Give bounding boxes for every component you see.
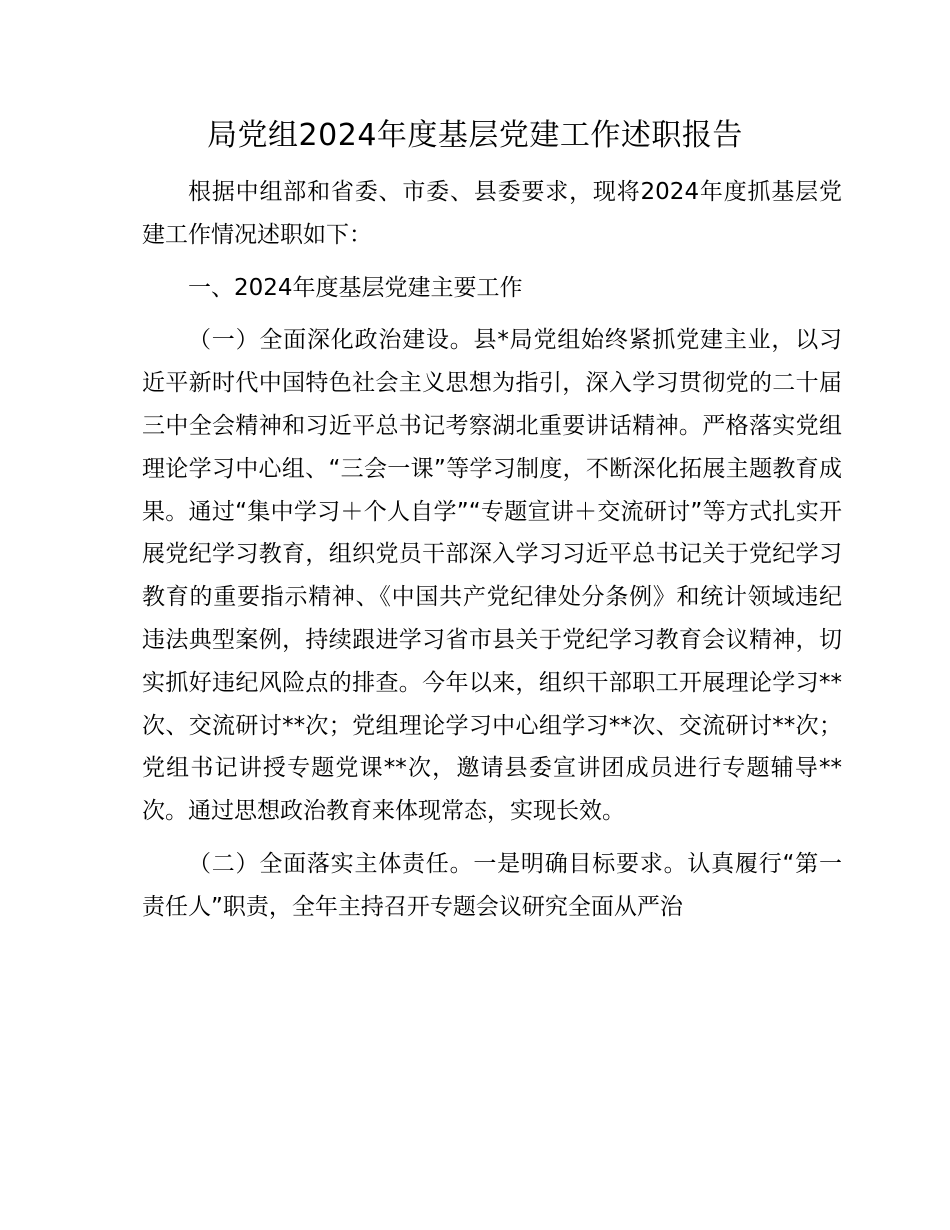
- paragraph-main-responsibility: （二）全面落实主体责任。一是明确目标要求。认真履行“第一责任人”职责，全年主持召开专题会议研究全面从严治: [142, 850, 842, 920]
- paragraph-gap: [142, 833, 842, 843]
- section-heading: 一、2024年度基层党建主要工作: [188, 274, 523, 301]
- paragraph-political-construction: （一）全面深化政治建设。县*局党组始终紧抓党建主业，以习近平新时代中国特色社会主义思想为指引，深入学习贯彻党的二十届三中全会精神和习近平总书记考察湖北重要讲话精神。严格落实党组理论学习中心组、“三会一课”等学习制度，不断深化拓展主题教育成果。通过“集中学习＋个人自学”“专题宣讲＋交流研讨”等方式扎实开展党纪学习教育，组织党员干部深入学习习近平总书记关于党纪学习教育的重要指示精神、《中国共产党纪律处分条例》和统计领域违纪违法典型案例，持续跟进学习省市县关于党纪学习教育会议精神，切实抓好违纪风险点的排查。今年以来，组织干部职工开展理论学习**次、交流研讨**次；党组理论学习中心组学习**次、交流研讨**次；党组书记讲授专题党课**次，邀请县委宣讲团成员进行专题辅导**次。通过思想政治教育来体现常态，实现长效。: [142, 327, 842, 825]
- intro-paragraph: 根据中组部和省委、市委、县委要求，现将2024年度抓基层党建工作情况述职如下：: [142, 179, 842, 248]
- document-body: [142, 171, 842, 929]
- paragraph-gap: [142, 309, 842, 319]
- paragraph-gap: [142, 257, 842, 267]
- document-title: 局党组2024年度基层党建工作述职报告: [207, 118, 743, 153]
